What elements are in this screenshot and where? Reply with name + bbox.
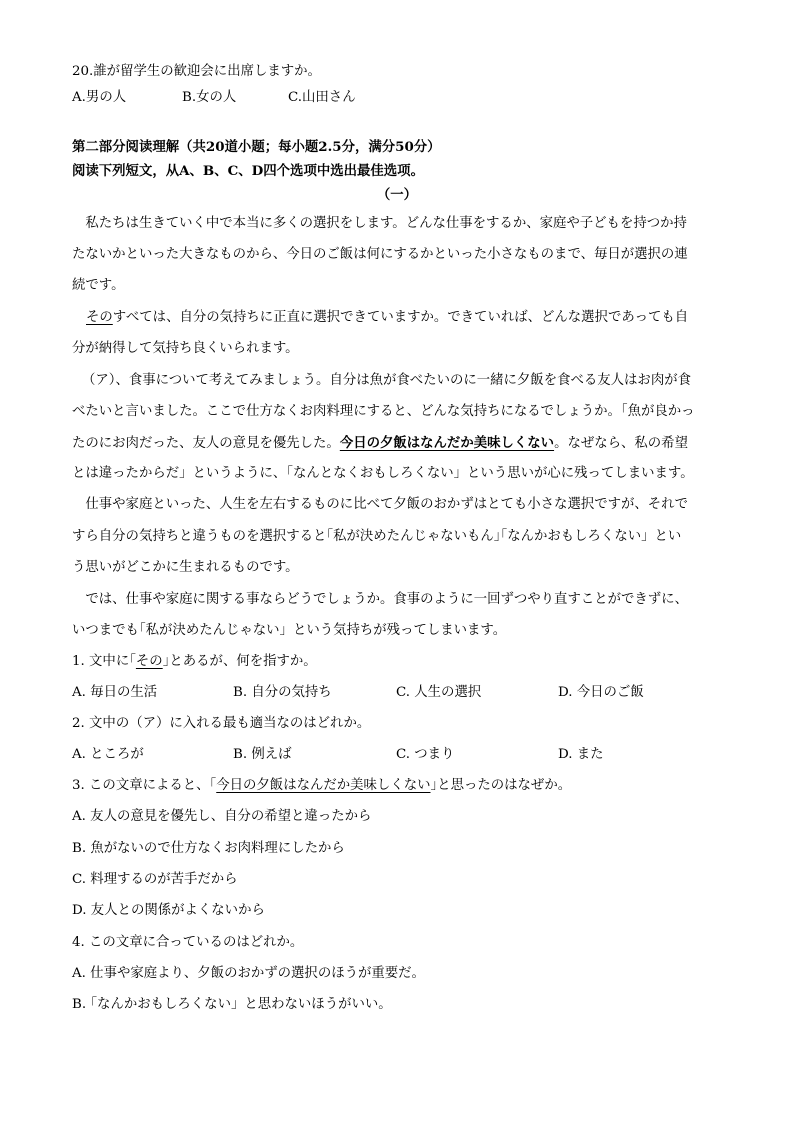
q1-option-c: C. 人生の選択: [396, 685, 482, 700]
q3-option-b: B. 魚がないので仕方なくお肉料理にしたから: [72, 841, 345, 856]
q20-option-c: C.山田さん: [288, 90, 356, 105]
q2-option-a: A. ところが: [72, 747, 144, 762]
q2-option-b: B. 例えば: [233, 747, 292, 762]
q2-option-c: C. つまり: [396, 747, 455, 762]
q4-option-b: B. ｢なんかおもしろくない」と思わないほうがいい。: [72, 997, 392, 1012]
passage-p3-line1: （ア）、食事について考えてみましょう。自分は魚が食べたいのに一緒に夕飯を食べる友人はお肉が食: [82, 373, 691, 388]
q1-option-d: D. 今日のご飯: [558, 685, 644, 700]
passage-p3-line2: べたいと言いました。ここで仕方なくお肉料理にすると、どんな気持ちになるでしょうか。｢魚が良かっ: [72, 404, 695, 419]
q3-option-c: C. 料理するのが苦手だから: [72, 872, 238, 887]
q20-option-b: B.女の人: [182, 90, 237, 105]
passage-p4-line1: 仕事や家庭といった、人生を左右するものに比べて夕飯のおかずはとても小さな選択ですが、それで: [72, 497, 688, 512]
q3-option-d: D. 友人との関係がよくないから: [72, 903, 265, 918]
q1-text-a: 1. 文中に｢: [72, 654, 136, 669]
passage-p3-line3-b: 。なぜなら、私の希望: [554, 436, 688, 451]
passage-p2-line2: 分が納得して気持ち良くいられます。: [72, 341, 299, 356]
q3-option-a: A. 友人の意見を優先し、自分の希望と違ったから: [72, 809, 372, 824]
passage-p1-line3: 続です。: [72, 278, 125, 293]
q4-option-a: A. 仕事や家庭より、夕飯のおかずの選択のほうが重要だ。: [72, 966, 425, 981]
q1-option-b: B. 自分の気持ち: [233, 685, 332, 700]
passage-p3-line4: とは違ったからだ」というように、｢なんとなくおもしろくない」という思いが心に残ってしまいます。: [72, 466, 694, 481]
q2-option-d: D. また: [558, 747, 604, 762]
q3-question: [72, 776, 732, 796]
passage-underlined-sono: その: [86, 310, 113, 325]
part-label: （一）: [376, 187, 418, 203]
q2-question: 2. 文中の（ア）に入れる最も適当なのはどれか。: [72, 716, 371, 731]
passage-p1-line1: 私たちは生きていく中で本当に多くの選択をします。どんな仕事をするか、家庭や子どもを持つか持: [72, 216, 687, 231]
passage-p2-line1: [86, 308, 746, 328]
passage-p5-line1: では、仕事や家庭に関する事ならどうでしょうか。食事のように一回ずつやり直すことができずに、: [72, 592, 688, 607]
q1-question: [72, 652, 732, 672]
q1-underlined: その: [135, 654, 163, 669]
q4-question: 4. この文章に合っているのはどれか。: [72, 935, 304, 950]
q20-option-a: A.男の人: [72, 90, 127, 105]
passage-p4-line2: すら自分の気持ちと違うものを選択すると｢私が決めたんじゃないもん｣｢なんかおもしろくない」とい: [72, 529, 682, 544]
passage-p5-line2: いつまでも｢私が決めたんじゃない」という気持ちが残ってしまいます。: [72, 623, 507, 638]
q3-underlined: 今日の夕飯はなんだか美味しくない: [216, 778, 431, 793]
passage-p3-line3-a: たのにお肉だった、友人の意見を優先した。: [72, 436, 340, 451]
q3-text-a: 3. この文章によると、｢: [72, 778, 217, 793]
q3-text-b: ｣と思ったのはなぜか。: [430, 778, 572, 793]
q1-option-a: A. 毎日の生活: [72, 685, 158, 700]
q1-text-b: ｣とあるが、何を指すか。: [162, 654, 317, 669]
section-instruction: 阅读下列短文，从A、B、C、D四个选项中选出最佳选项。: [72, 163, 424, 179]
q20-question: 20.誰が留学生の歓迎会に出席しますか。: [72, 64, 321, 79]
passage-p3-line3: [72, 433, 732, 454]
passage-p4-line3: う思いがどこかに生まれるものです。: [72, 560, 299, 575]
passage-p2-line1-rest: すべては、自分の気持ちに正直に選択できていますか。できていれば、どんな選択であっても自: [112, 310, 689, 325]
passage-underlined-sentence: 今日の夕飯はなんだか美味しくない: [339, 435, 555, 451]
section-title: 第二部分阅读理解（共20道小题；每小题2.5分，满分50分）: [72, 139, 441, 155]
passage-p1-line2: たないかといった大きなものから、今日のご飯は何にするかといった小さなものまで、毎日が選択の連: [72, 247, 688, 262]
